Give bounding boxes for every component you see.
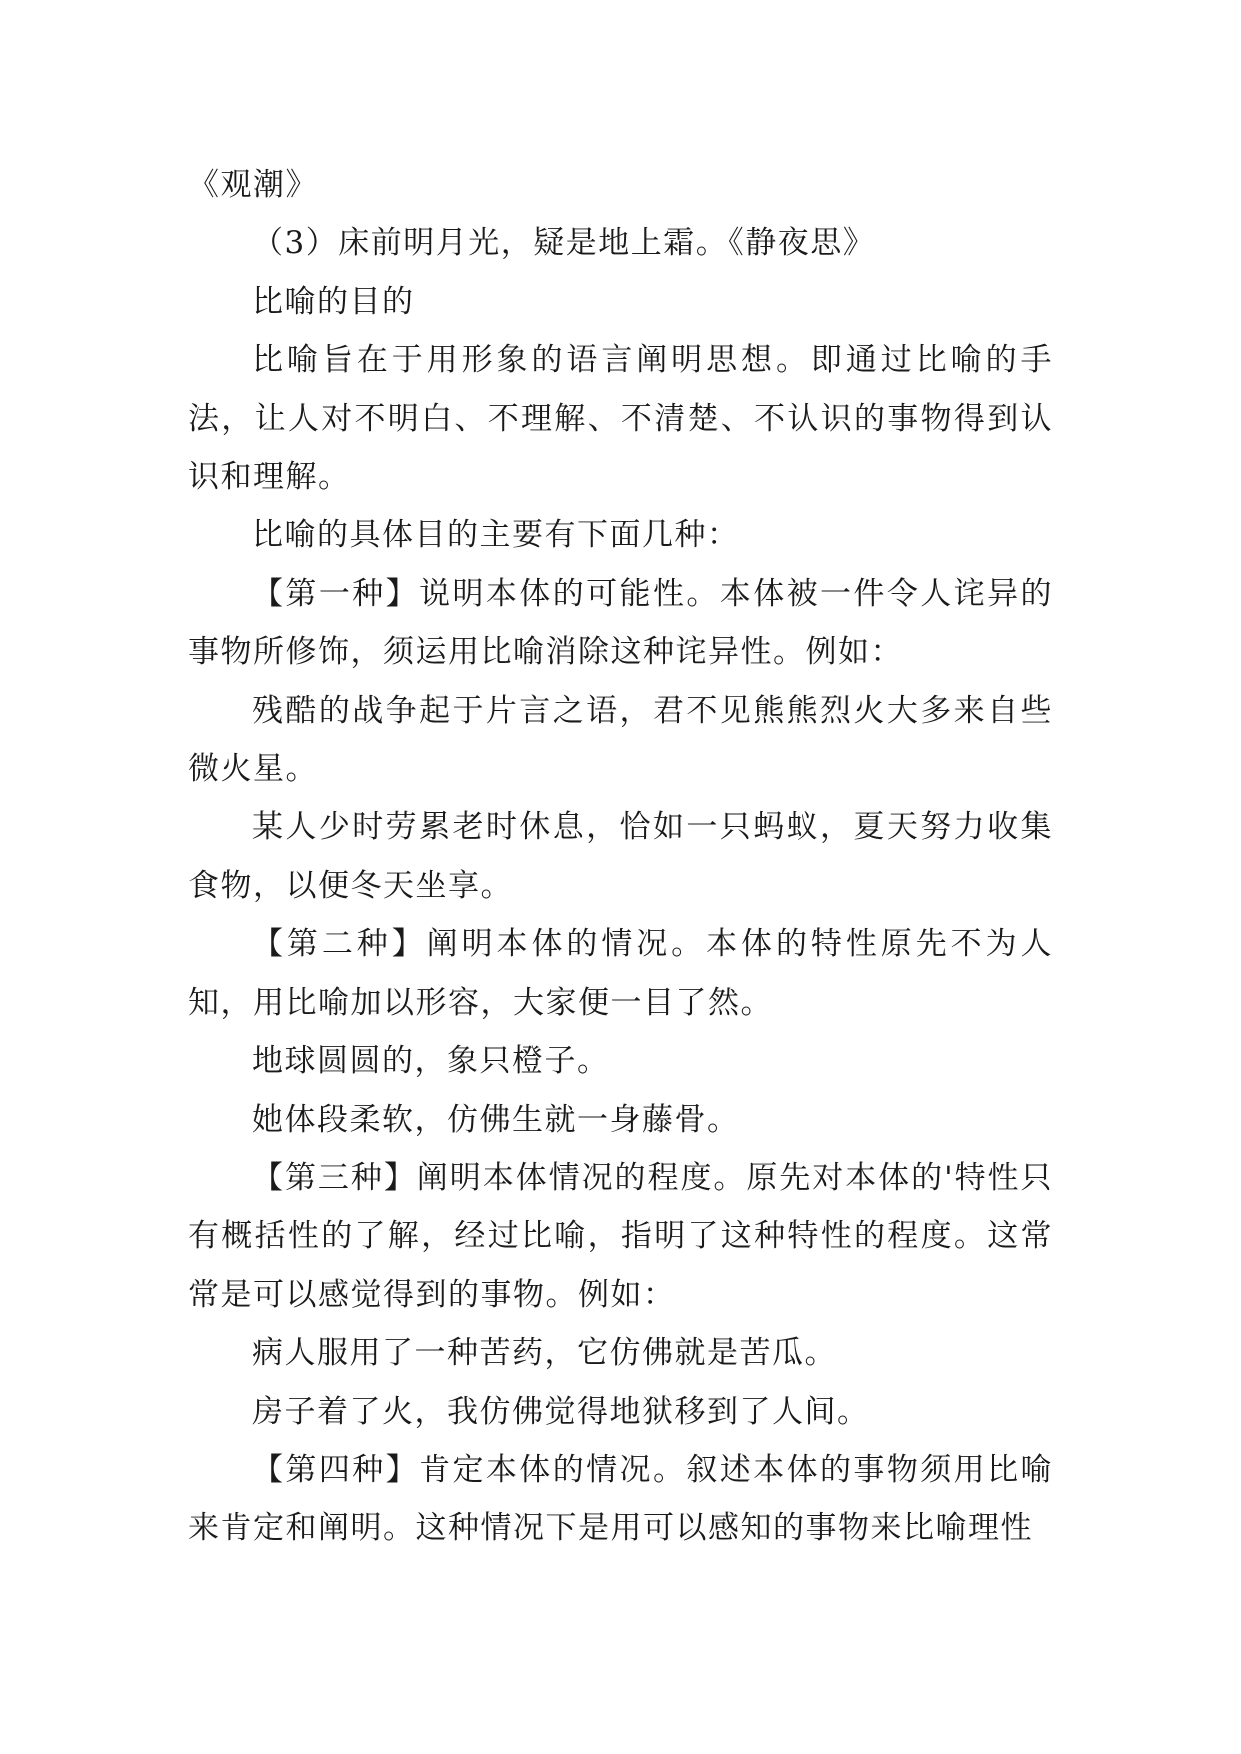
paragraph-2: 比喻的目的 xyxy=(252,283,415,320)
paragraph-13: 房子着了火，我仿佛觉得地狱移到了人间。 xyxy=(252,1393,870,1430)
paragraph-8: 【第二种】阐明本体的情况。本体的特性原先不为人知，用比喻加以形容，大家便一目了然。 xyxy=(188,926,1053,1021)
paragraph-4: 比喻的具体目的主要有下面几种： xyxy=(252,517,740,554)
paragraph-9: 地球圆圆的，象只橙子。 xyxy=(252,1043,610,1080)
paragraph-5: 【第一种】说明本体的可能性。本体被一件令人诧异的事物所修饰，须运用比喻消除这种诧异性。例如： xyxy=(188,575,1053,671)
paragraph-12: 病人服用了一种苦药，它仿佛就是苦瓜。 xyxy=(252,1335,837,1372)
paragraph-10: 她体段柔软，仿佛生就一身藤骨。 xyxy=(252,1101,740,1138)
paragraph-6: 残酷的战争起于片言之语，君不见熊熊烈火大多来自些微火星。 xyxy=(188,692,1053,788)
paragraph-3: 比喻旨在于用形象的语言阐明思想。即通过比喻的手法，让人对不明白、不理解、不清楚、不认识的事物得到认识和理解。 xyxy=(188,342,1053,496)
paragraph-14: 【第四种】肯定本体的情况。叙述本体的事物须用比喻来肯定和阐明。这种情况下是用可以感知的事物来比喻理性 xyxy=(188,1451,1053,1547)
paragraph-0: 《观潮》 xyxy=(188,167,318,203)
paragraph-1: （3）床前明月光，疑是地上霜。《静夜思》 xyxy=(252,225,876,262)
paragraph-11: 【第三种】阐明本体情况的程度。原先对本体的'特性只有概括性的了解，经过比喻，指明了这种特性的程度。这常常是可以感觉得到的事物。例如： xyxy=(188,1159,1053,1313)
document-body xyxy=(188,156,1053,1558)
paragraph-7: 某人少时劳累老时休息，恰如一只蚂蚁，夏天努力收集食物，以便冬天坐享。 xyxy=(188,809,1053,904)
